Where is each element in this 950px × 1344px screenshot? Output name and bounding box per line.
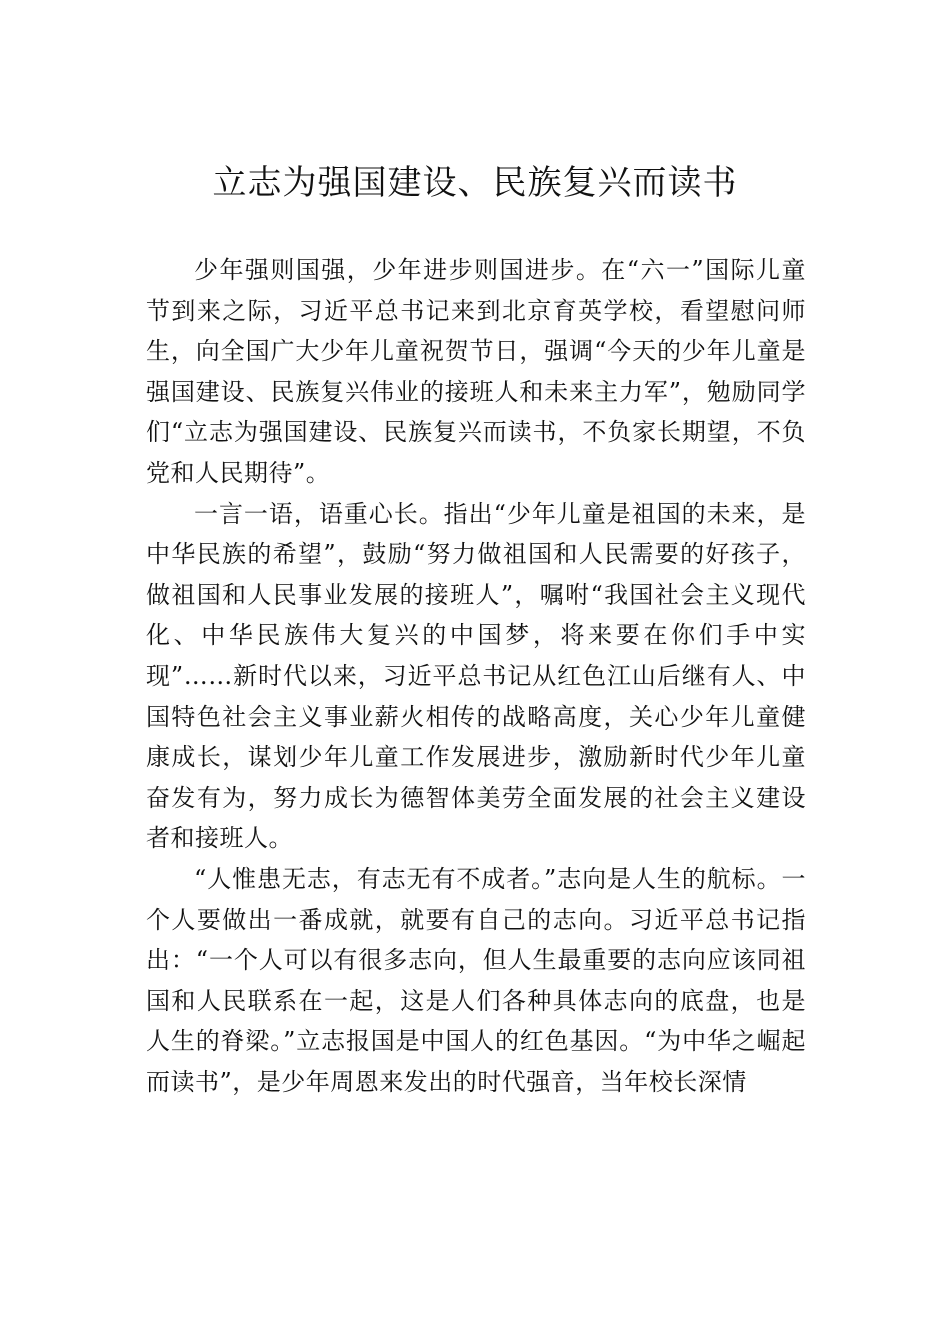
document-body [146, 250, 806, 1102]
paragraph-3: “人惟患无志，有志无有不成者。”志向是人生的航标。一个人要做出一番成就，就要有自己的志向。习近平总书记指出：“一个人可以有很多志向，但人生最重要的志向应该同祖国和人民联系在一起，这是人们各种具体志向的底盘，也是人生的脊梁。”立志报国是中国人的红色基因。“为中华之崛起而读书”，是少年周恩来发出的时代强音，当年校长深情 [146, 864, 806, 1096]
document-title: 立志为强国建设、民族复兴而读书 [212, 163, 738, 203]
paragraph-1: 少年强则国强，少年进步则国进步。在“六一”国际儿童节到来之际，习近平总书记来到北京育英学校，看望慰问师生，向全国广大少年儿童祝贺节日，强调“今天的少年儿童是强国建设、民族复兴伟业的接班人和未来主力军”，勉励同学们“立志为强国建设、民族复兴而读书，不负家长期望，不负党和人民期待”。 [146, 256, 806, 487]
paragraph-2: 一言一语，语重心长。指出“少年儿童是祖国的未来，是中华民族的希望”，鼓励“努力做祖国和人民需要的好孩子，做祖国和人民事业发展的接班人”，嘱咐“我国社会主义现代化、中华民族伟大复兴的中国梦，将来要在你们手中实现”……新时代以来，习近平总书记从红色江山后继有人、中国特色社会主义事业薪火相传的战略高度，关心少年儿童健康成长，谋划少年儿童工作发展进步，激励新时代少年儿童奋发有为，努力成长为德智体美劳全面发展的社会主义建设者和接班人。 [146, 499, 806, 853]
